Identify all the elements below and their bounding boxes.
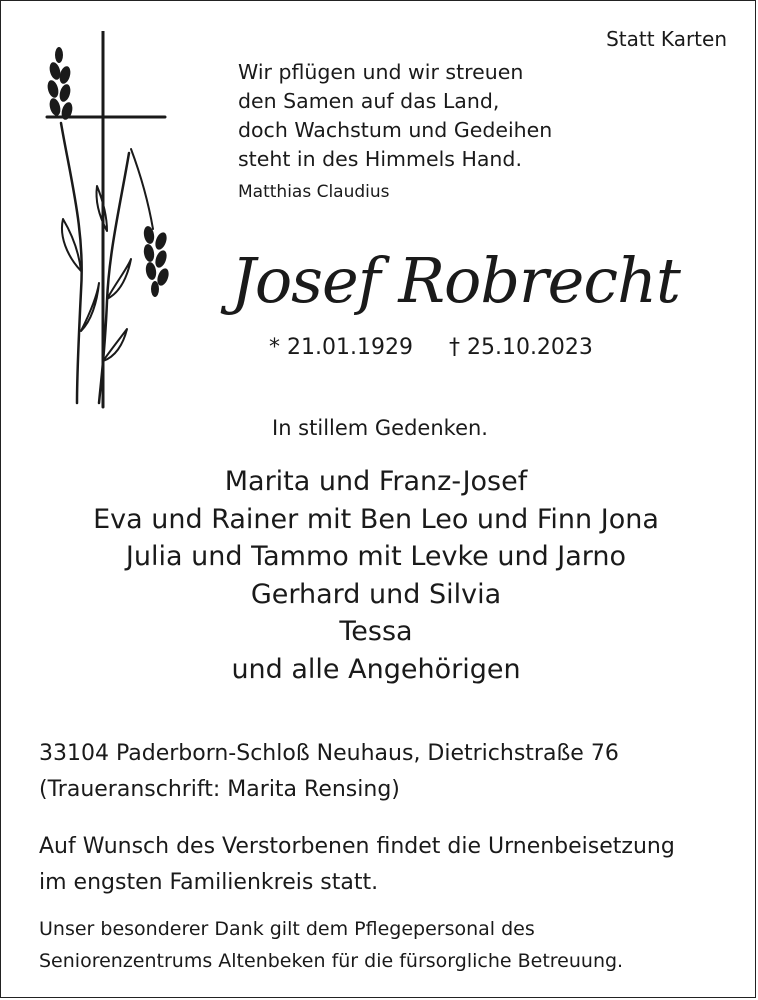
family-line: und alle Angehörigen — [231, 653, 521, 685]
gedenken-line — [1, 416, 758, 440]
family-line: Marita und Franz-Josef — [224, 466, 528, 497]
family-line: Julia und Tammo mit Levke und Jarno — [125, 541, 627, 572]
poem-line: steht in des Himmels Hand. — [238, 147, 522, 171]
thanks-note — [39, 913, 623, 977]
cross-with-wheat-icon — [37, 31, 177, 409]
death-date: † 25.10.2023 — [448, 335, 593, 360]
family-line: Gerhard und Silvia — [250, 578, 502, 610]
poem-line: den Samen auf das Land, — [238, 89, 500, 113]
burial-note — [39, 829, 675, 901]
mourning-address — [39, 736, 619, 808]
address-line: (Traueranschrift: Marita Rensing) — [39, 777, 400, 802]
thanks-line: Unser besonderer Dank gilt dem Pflegepersonal des — [39, 918, 535, 940]
gedenken-text: In stillem Gedenken. — [272, 416, 488, 440]
life-dates — [269, 335, 593, 360]
family-line: Eva und Rainer mit Ben Leo und Finn Jona — [93, 503, 659, 535]
birth-date: * 21.01.1929 — [269, 335, 413, 360]
family-line: Tessa — [339, 616, 413, 647]
header-note: Statt Karten — [606, 27, 727, 51]
deceased-name: Josef Robrecht — [231, 244, 680, 317]
address-line: 33104 Paderborn-Schloß Neuhaus, Dietrichstraße 76 — [39, 741, 619, 766]
thanks-line: Seniorenzentrums Altenbeken für die fürsorgliche Betreuung. — [39, 950, 624, 972]
poem-line: Wir pflügen und wir streuen — [238, 60, 524, 84]
poem-author: Matthias Claudius — [238, 182, 390, 202]
poem-line: doch Wachstum und Gedeihen — [238, 118, 553, 142]
family-list — [1, 463, 751, 688]
burial-note-line: im engsten Familienkreis statt. — [39, 870, 379, 895]
burial-note-line: Auf Wunsch des Verstorbenen findet die Urnenbeisetzung — [39, 834, 675, 859]
poem — [238, 58, 552, 174]
